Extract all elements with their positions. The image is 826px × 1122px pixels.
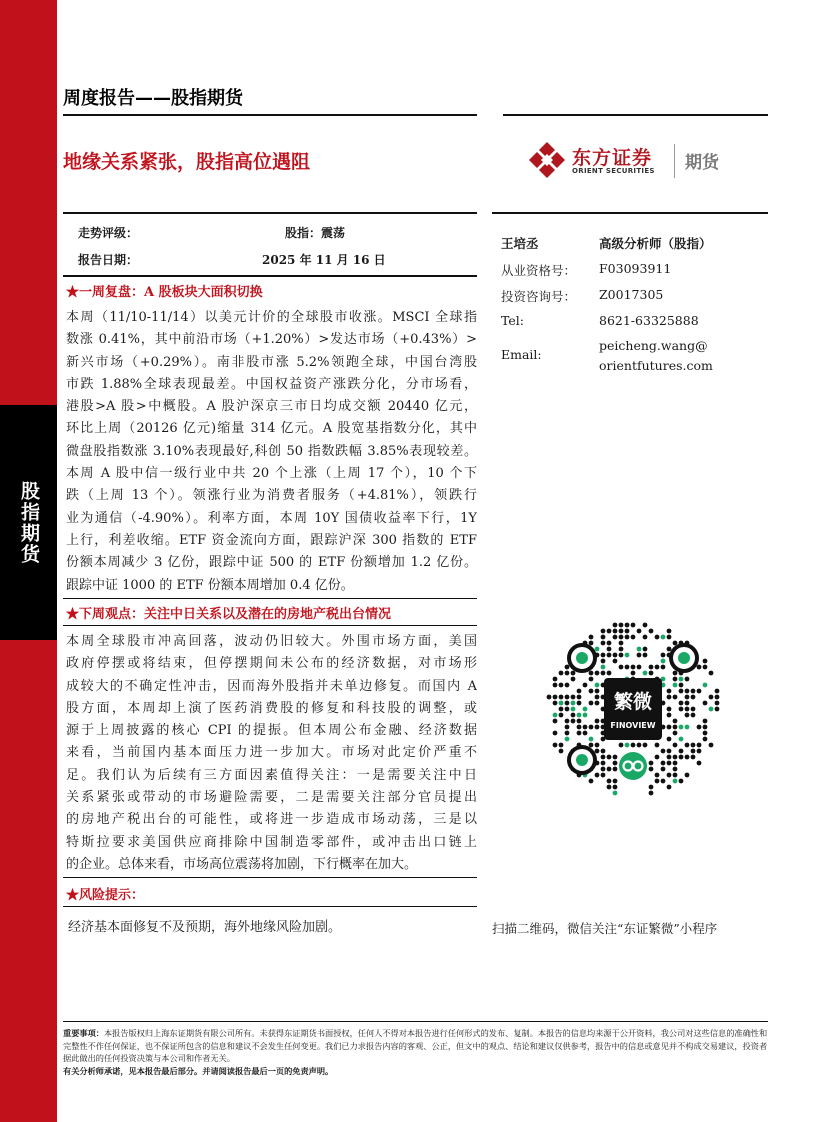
date-label: 报告日期：: [78, 253, 139, 267]
email-line-2: orientfutures.com: [599, 358, 713, 373]
text-line: 本周全球股市冲高回落，波动仍旧较大。外围市场方面，美国: [66, 634, 477, 649]
text-line: 份额本周减少 3 亿份，跟踪中证 500 的 ETF 份额增加 1.2 亿份。: [66, 555, 477, 571]
text-line: 股方面，本周却上演了医药消费股的修复和科技股的调整，或: [66, 700, 477, 716]
text-line: 成较大的不确定性冲击，因而海外股指并未单边修复。而国内 A: [66, 678, 477, 694]
text-line: 微盘股指数涨 3.10%表现最好,科创 50 指数跌幅 3.85%表现较差。: [66, 443, 477, 459]
outlook-heading: ★下周观点：关注中日关系以及潜在的房地产税出台情况: [66, 607, 392, 622]
company-logo: [528, 140, 768, 180]
text-line: 的企业。总体来看，市场高位震荡将加剧，下行概率在加大。: [66, 856, 418, 872]
qr-brand-cn: 繁微: [613, 691, 653, 713]
date-value: 2025 年 11 月 16 日: [262, 253, 386, 267]
text-line: 特斯拉要求美国供应商排除中国制造零部件，或冲击出口链上: [66, 834, 477, 850]
meta-top-rule: [63, 212, 477, 214]
text-line: 业为通信（-4.90%）。利率方面，本周 10Y 国债收益率下行，1Y: [66, 510, 477, 526]
text-line: 政府停摆或将结束，但停摆期间未公布的经济数据，对市场形: [66, 656, 477, 672]
disclaimer-footer: 有关分析师承诺，见本报告最后部分。并请阅读报告最后一页的免责声明。: [63, 1065, 334, 1076]
cert-value: F03093911: [599, 261, 672, 276]
text-line: 足。我们认为后续有三方面因素值得关注：一是需要关注中日: [66, 767, 477, 783]
tel-value: 8621-63325888: [599, 313, 699, 328]
weekly-review-heading: ★一周复盘：A 股板块大面积切换: [66, 285, 263, 300]
qr-brand-en: FINOVIEW: [610, 721, 656, 730]
header-rule-left: [63, 114, 477, 116]
advisor-label: 投资咨询号：: [501, 289, 577, 304]
advisor-value: Z0017305: [599, 287, 664, 302]
disclaimer-body: 本报告版权归上海东证期货有限公司所有。未获得东证期货书面授权，任何人不得对本报告进行任何形式的发布、复制。本报告的信息均来源于公开资料，我公司对这些信息的准确性和完整性不作任何保证，也不保证所包含的信息和建议不会发生任何变更。我们已力求报告内容的客观、公正，但文中的观点、结论和建议仅供参考，报告中的信息或意见并不构成交易建议，投资者据此做出的任何投资决策与本公司和作者无关。: [63, 1028, 768, 1063]
qr-caption: 扫描二维码，微信关注“东证繁微”小程序: [492, 921, 718, 936]
header-rule-right: [503, 114, 768, 116]
logo-english-name: ORIENT SECURITIES: [572, 167, 655, 175]
text-line: 本周 A 股中信一级行业中共 20 个上涨（上周 17 个），10 个下: [66, 466, 477, 482]
email-line-1: peicheng.wang@: [599, 338, 708, 353]
side-tab-label: 股指期货: [18, 480, 40, 565]
weekly-review-text: [66, 307, 477, 597]
tel-label: Tel:: [501, 313, 524, 328]
text-line: 港股>A 股>中概股。A 股沪深京三市日均成交额 20440 亿元，: [66, 399, 477, 415]
rating-label: 走势评级：: [78, 226, 139, 240]
logo-mark-icon: [528, 141, 566, 179]
text-line: 源于上周披露的核心 CPI 的提振。但本周公布金融、经济数据: [66, 723, 477, 739]
meta-bottom-rule: [63, 275, 477, 277]
text-line: 市跌 1.88%全球表现最差。中国权益资产涨跌分化，分市场看，: [66, 376, 477, 392]
text-line: 来看，当前国内基本面压力进一步加大。市场对此定价严重不: [66, 745, 477, 761]
side-category-tab: [0, 405, 57, 640]
section-rule-1: [63, 598, 477, 599]
cert-label: 从业资格号：: [501, 263, 577, 278]
disclaimer-title: 重要事项：: [63, 1028, 104, 1038]
logo-subbrand: 期货: [685, 153, 719, 173]
text-line: 关系紧张或带动的市场避险需要，二是需要关注部分官员提出: [66, 790, 477, 806]
email-label: Email:: [501, 347, 542, 362]
text-line: 数涨 0.41%，其中前沿市场（+1.20%）>发达市场（+0.43%）>: [66, 332, 477, 348]
disclaimer: [63, 1027, 768, 1077]
mini-program-icon: [619, 752, 647, 780]
section-rule-3: [63, 877, 477, 878]
text-line: 新兴市场（+0.29%）。南非股市涨 5.2%领跑全球，中国台湾股: [66, 354, 477, 370]
analyst-name: 王培丞: [501, 236, 539, 251]
outlook-text: [66, 631, 477, 876]
rating-value: 股指：震荡: [285, 226, 346, 240]
risk-heading: ★风险提示：: [66, 888, 145, 903]
logo-divider: [674, 144, 675, 178]
qr-code-icon[interactable]: [546, 622, 720, 796]
analyst-title: 高级分析师（股指）: [599, 236, 712, 251]
analyst-top-rule: [492, 212, 768, 214]
report-headline: 地缘关系紧张，股指高位遇阻: [63, 151, 311, 173]
section-rule-4: [63, 906, 477, 907]
document-type: 周度报告——股指期货: [63, 88, 243, 109]
text-line: 跟踪中证 1000 的 ETF 份额本周增加 0.4 亿份。: [66, 577, 354, 593]
disclaimer-rule: [63, 1021, 768, 1022]
text-line: 的房地产税出台的可能性，或将进一步造成市场动荡，三是以: [66, 812, 477, 828]
section-rule-2: [63, 625, 477, 626]
risk-text: 经济基本面修复不及预期，海外地缘风险加剧。: [68, 920, 342, 935]
text-line: 上行，利差收缩。ETF 资金流向方面，跟踪沪深 300 指数的 ETF: [66, 532, 477, 548]
logo-chinese-name: 东方证券: [572, 147, 653, 169]
text-line: 环比上周（20126 亿元)缩量 314 亿元。A 股宽基指数分化，其中: [66, 421, 477, 437]
text-line: 本周（11/10-11/14）以美元计价的全球股市收涨。MSCI 全球指: [66, 310, 477, 325]
text-line: 跌（上周 13 个）。领涨行业为消费者服务（+4.81%），领跌行: [66, 488, 477, 504]
